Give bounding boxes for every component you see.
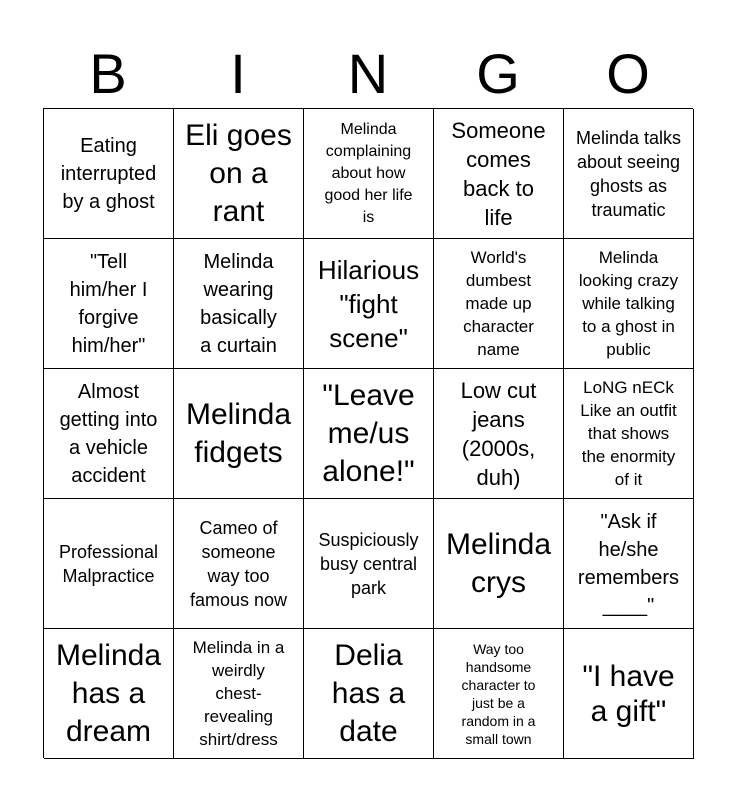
bingo-cell[interactable] (434, 239, 564, 369)
bingo-cell[interactable] (434, 369, 564, 499)
cell-text: Melinda crys (445, 527, 552, 599)
cell-text: Almost getting into a vehicle accident (59, 380, 158, 487)
bingo-cell[interactable] (174, 239, 304, 369)
cell-text: Suspiciously busy central park (318, 529, 419, 598)
cell-text: "Leave me/us alone!" (322, 378, 415, 488)
cell-text: World's dumbest made up character name (463, 248, 534, 359)
bingo-header (43, 40, 693, 108)
header-letter-i: I (230, 42, 246, 105)
cell-text: LoNG nECk Like an outfit that shows the enormity of it (580, 378, 677, 489)
cell-text: Cameo of someone way too famous now (189, 517, 288, 610)
header-letter-o: O (606, 42, 650, 105)
bingo-cell[interactable] (44, 109, 174, 239)
bingo-cell[interactable] (434, 109, 564, 239)
cell-text: "Ask if he/she remembers ____" (577, 510, 680, 617)
bingo-cell[interactable] (304, 369, 434, 499)
bingo-cell[interactable] (174, 629, 304, 759)
header-letter-b: B (89, 42, 127, 105)
cell-text: Eli goes on a rant (185, 118, 292, 228)
bingo-cell[interactable] (564, 369, 694, 499)
cell-text: Way too handsome character to just be a random in a small town (461, 640, 536, 747)
cell-text: Professional Malpractice (58, 541, 159, 586)
bingo-cell[interactable] (44, 629, 174, 759)
cell-text: Someone comes back to life (451, 117, 546, 230)
bingo-cell[interactable] (434, 629, 564, 759)
cell-text: Low cut jeans (2000s, duh) (460, 377, 537, 490)
header-letter-n: N (347, 42, 389, 105)
cell-text: Hilarious "fight scene" (317, 254, 420, 353)
bingo-cell[interactable] (174, 499, 304, 629)
cell-text: "I have a gift" (582, 659, 675, 728)
bingo-cell[interactable] (434, 499, 564, 629)
header-letter-g: G (476, 42, 520, 105)
bingo-cell[interactable] (304, 629, 434, 759)
bingo-cell[interactable] (304, 239, 434, 369)
bingo-cell[interactable] (44, 239, 174, 369)
cell-text: Melinda has a dream (55, 638, 162, 748)
bingo-cell[interactable] (44, 369, 174, 499)
bingo-cell[interactable] (304, 499, 434, 629)
bingo-cell[interactable] (564, 109, 694, 239)
cell-text: Delia has a date (331, 638, 406, 748)
cell-text: Melinda talks about seeing ghosts as traumatic (575, 127, 682, 220)
cell-text: Eating interrupted by a ghost (60, 134, 157, 213)
cell-text: "Tell him/her I forgive him/her" (69, 250, 148, 357)
bingo-cell[interactable] (564, 239, 694, 369)
cell-text: Melinda fidgets (185, 397, 292, 469)
cell-text: Melinda wearing basically a curtain (200, 250, 277, 357)
cell-text: Melinda looking crazy while talking to a ghost in public (578, 248, 679, 359)
bingo-grid (43, 108, 693, 758)
cell-text: Melinda in a weirdly chest- revealing shirt/dress (192, 638, 285, 749)
bingo-cell[interactable] (174, 109, 304, 239)
cell-text: Melinda complaining about how good her life is (324, 120, 413, 226)
bingo-cell[interactable] (174, 369, 304, 499)
bingo-cell[interactable] (564, 629, 694, 759)
bingo-cell[interactable] (564, 499, 694, 629)
bingo-cell[interactable] (44, 499, 174, 629)
bingo-cell[interactable] (304, 109, 434, 239)
